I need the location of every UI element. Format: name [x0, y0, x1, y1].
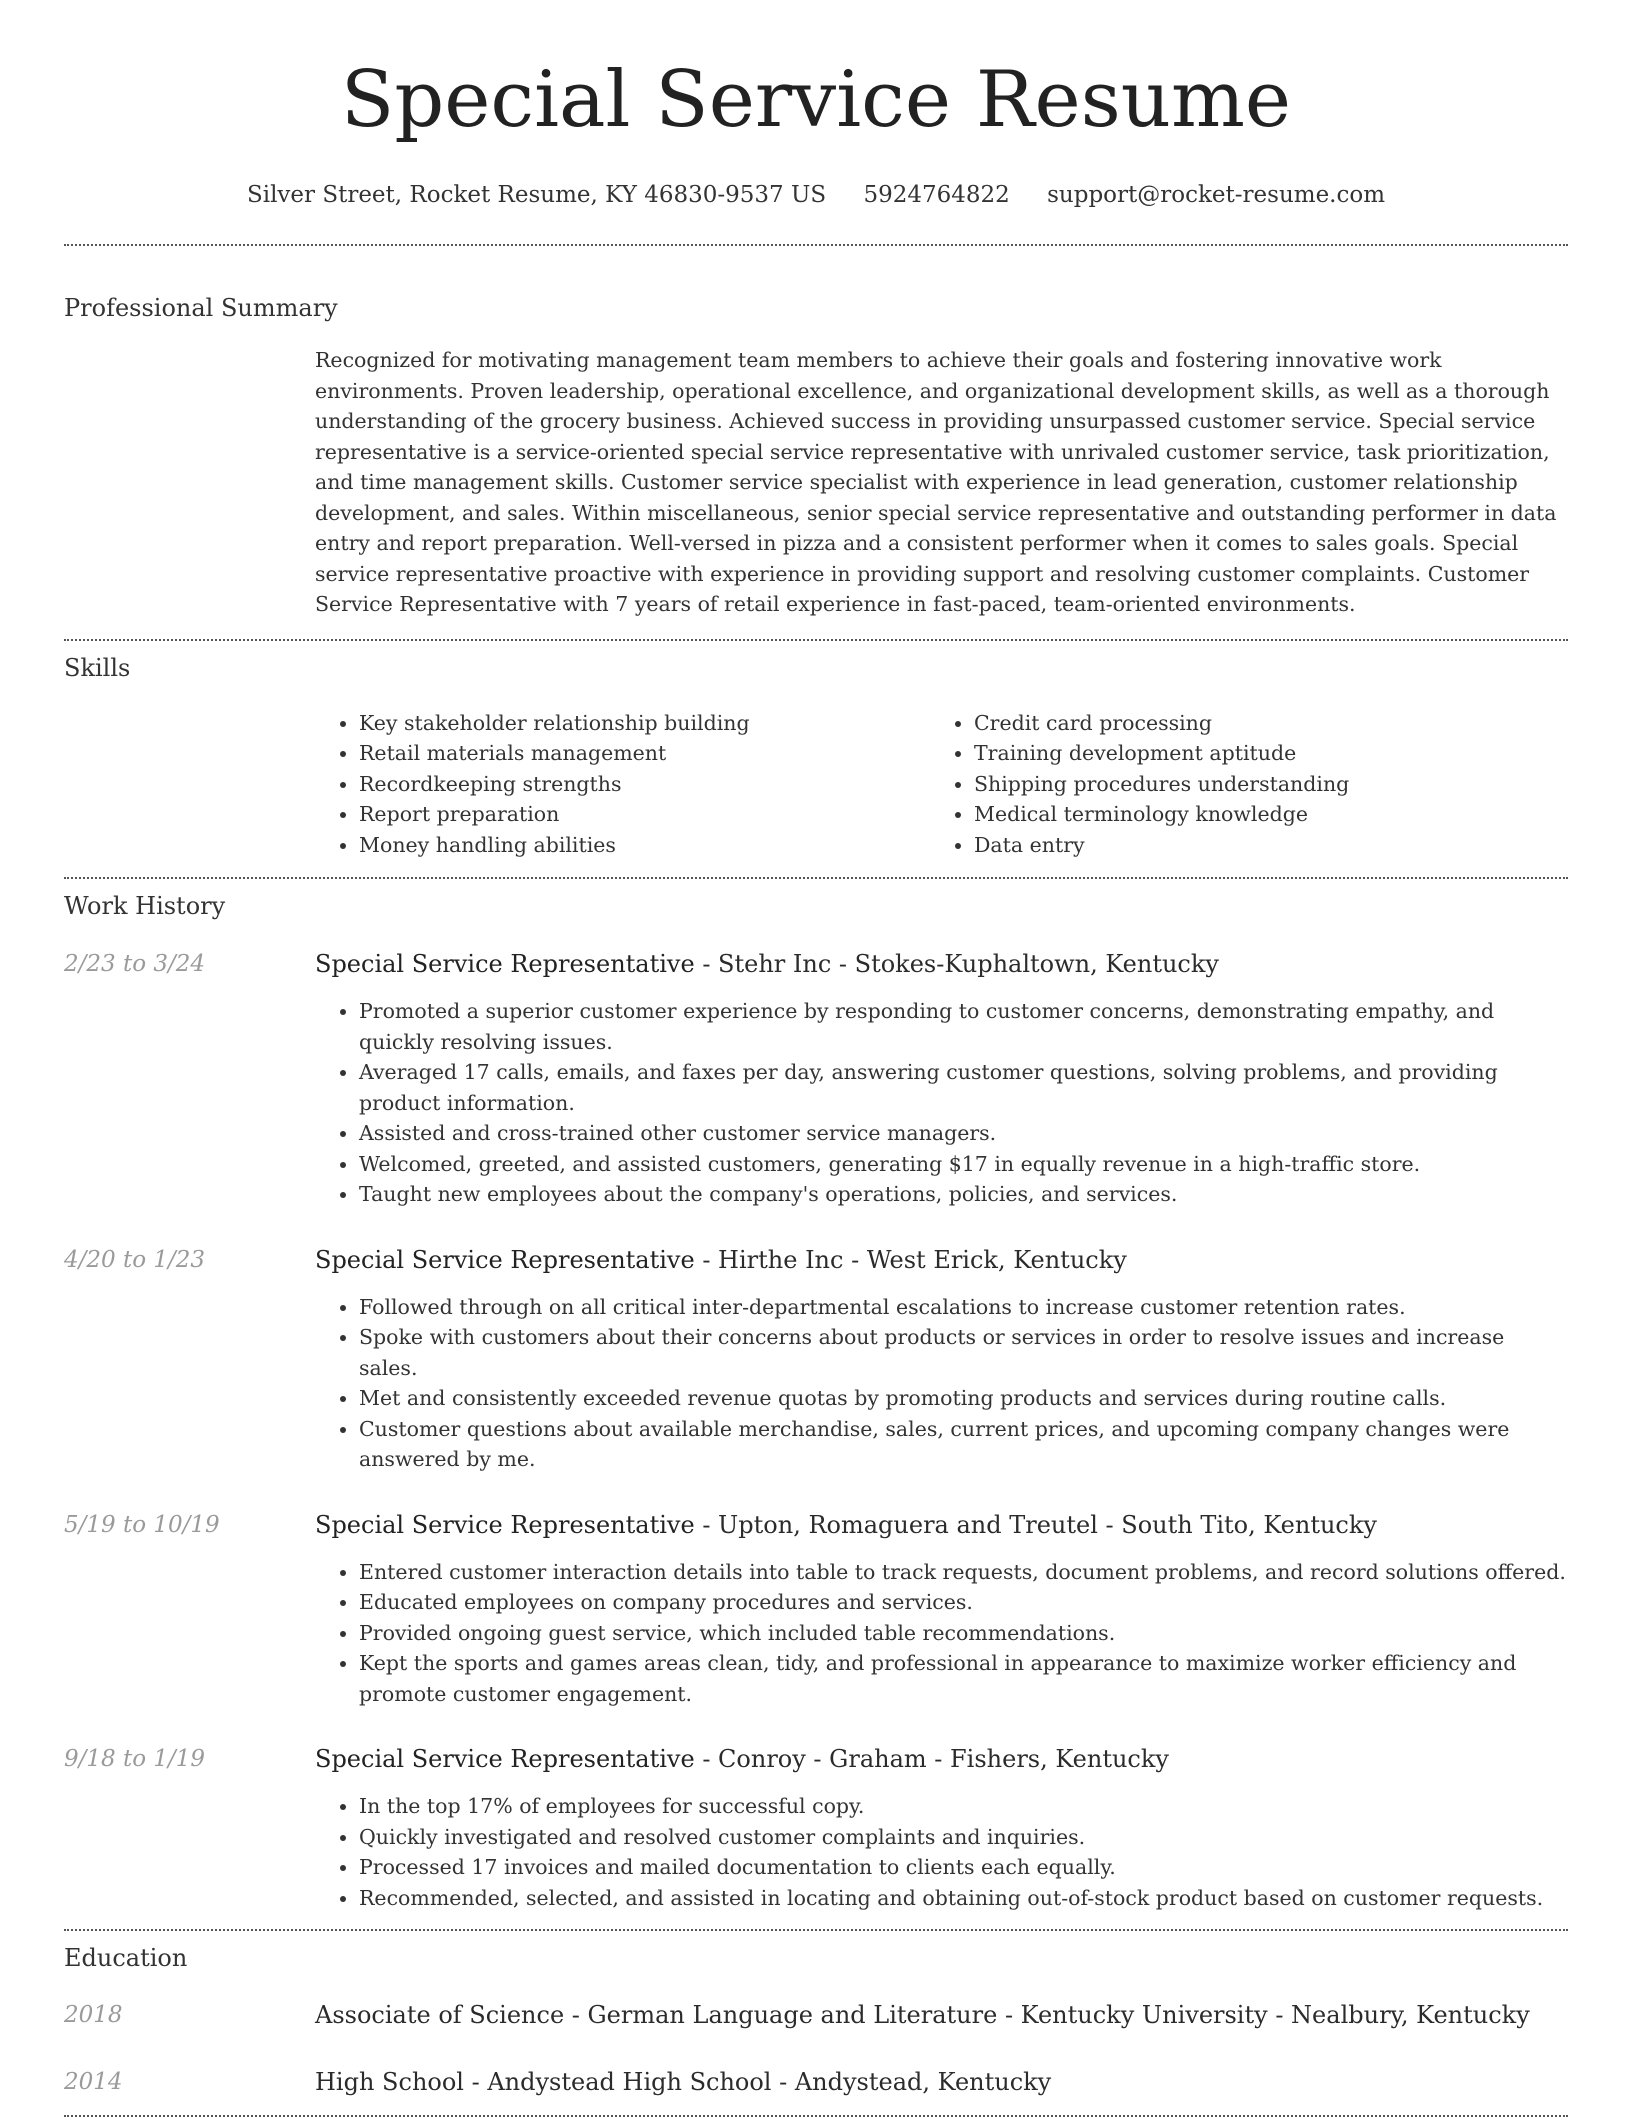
work-section [64, 879, 1568, 1913]
job-bullet: • Kept the sports and games areas clean, tidy, and professional in appearance to maximize worker efficiency and promote customer engagement. [359, 1648, 1568, 1709]
job-date: 5/19 to 10/19 [64, 1511, 220, 1538]
skill-item: • Recordkeeping strengths [359, 769, 930, 800]
skill-item: • Retail materials management [359, 738, 930, 769]
job-bullet: • Spoke with customers about their concerns about products or services in order to resolve issues and increase sales. [359, 1322, 1568, 1383]
job-bullets [315, 996, 1568, 1210]
job-bullets [315, 1557, 1568, 1710]
job-bullet: • Customer questions about available merchandise, sales, current prices, and upcoming company changes were answered by me. [359, 1414, 1568, 1475]
job-title [315, 1744, 1568, 1774]
job-bullet: • Welcomed, greeted, and assisted customers, generating $17 in equally revenue in a high-traffic store. [359, 1149, 1568, 1180]
job-bullet: • Promoted a superior customer experience by responding to customer concerns, demonstrating empathy, and quickly resolving issues. [359, 996, 1568, 1057]
job-entry [64, 949, 1568, 1210]
work-heading: Work History [64, 892, 226, 920]
job-bullet: • Provided ongoing guest service, which included table recommendations. [359, 1618, 1568, 1649]
job-role: Special Service Representative [315, 1245, 695, 1274]
education-heading: Education [64, 1944, 188, 1972]
job-bullet: • Recommended, selected, and assisted in locating and obtaining out-of-stock product based on customer requests. [359, 1883, 1568, 1914]
job-content [315, 996, 1568, 1210]
job-bullet: • Taught new employees about the company's operations, policies, and services. [359, 1179, 1568, 1210]
education-year: 2014 [64, 2069, 123, 2095]
skills-list-left [315, 708, 930, 861]
skills-heading: Skills [64, 653, 131, 682]
education-degree: Associate of Science - German Language and Literature [315, 2001, 998, 2029]
job-title [315, 949, 1568, 979]
skill-item: • Report preparation [359, 799, 930, 830]
skills-grid [315, 708, 1568, 861]
job-bullet: • Educated employees on company procedures and services. [359, 1587, 1568, 1618]
skill-item: • Credit card processing [974, 708, 1545, 739]
resume-page [64, 0, 1568, 2117]
skill-item: • Medical terminology knowledge [974, 799, 1545, 830]
job-entry [64, 1744, 1568, 1913]
resume-title: Special Service Resume [340, 55, 1292, 145]
job-bullet: • Followed through on all critical inter-departmental escalations to increase customer retention rates. [359, 1292, 1568, 1323]
skill-item: • Key stakeholder relationship building [359, 708, 930, 739]
skills-section [64, 641, 1568, 861]
summary-text: Recognized for motivating management team members to achieve their goals and fostering innovative work environments. Proven leadership, operational excellence, and organizational development skills, as well as a thorough understanding of the grocery business. Achieved success in providing unsurpassed customer service. Special service representative is a service-oriented special service representative with unrivaled customer service, task prioritization, and time management skills. Customer service specialist with experience in lead generation, customer relationship development, and sales. Within miscellaneous, senior special service representative and outstanding performer in data entry and report preparation. Well-versed in pizza and a consistent performer when it comes to sales goals. Special service representative proactive with experience in providing support and resolving customer complaints. Customer Service Representative with 7 years of retail experience in fast-paced, team-oriented environments. [315, 348, 1557, 616]
job-bullet: • Met and consistently exceeded revenue quotas by promoting products and services during routine calls. [359, 1383, 1568, 1414]
education-section [64, 1931, 1568, 2097]
education-year: 2018 [64, 2002, 123, 2028]
education-entry [64, 2000, 1568, 2030]
job-detail: - Stehr Inc - Stokes-Kuphaltown, Kentucky [694, 950, 1219, 978]
summary-heading: Professional Summary [64, 294, 338, 322]
job-bullet: • Entered customer interaction details into table to track requests, document problems, and record solutions offered. [359, 1557, 1568, 1588]
job-content [315, 1557, 1568, 1710]
job-entry [64, 1245, 1568, 1475]
job-title [315, 1510, 1568, 1540]
job-bullet: • Averaged 17 calls, emails, and faxes per day, answering customer questions, solving problems, and providing product information. [359, 1057, 1568, 1118]
education-detail: - Andystead High School - Andystead, Kentucky [463, 2068, 1052, 2096]
contact-line [64, 180, 1568, 210]
skill-item: • Data entry [974, 830, 1545, 861]
resume-header [64, 0, 1568, 210]
job-date: 2/23 to 3/24 [64, 951, 206, 977]
job-detail: - Conroy - Graham - Fishers, Kentucky [694, 1745, 1169, 1773]
job-content [315, 1292, 1568, 1475]
education-entry [64, 2067, 1568, 2097]
job-entry [64, 1510, 1568, 1710]
job-detail: - Hirthe Inc - West Erick, Kentucky [694, 1245, 1127, 1274]
contact-address: Silver Street, Rocket Resume, KY 46830-9537 US [246, 182, 827, 208]
job-content [315, 1791, 1568, 1913]
job-date: 9/18 to 1/19 [64, 1746, 206, 1772]
job-bullets [315, 1292, 1568, 1475]
job-role: Special Service Representative [315, 950, 695, 978]
job-bullet: • Quickly investigated and resolved customer complaints and inquiries. [359, 1822, 1568, 1853]
job-bullet: • Processed 17 invoices and mailed documentation to clients each equally. [359, 1852, 1568, 1883]
job-role: Special Service Representative [315, 1510, 695, 1539]
education-title [315, 2000, 1568, 2030]
contact-email: support@rocket-resume.com [1047, 182, 1386, 208]
job-title [315, 1245, 1568, 1275]
education-title [315, 2067, 1568, 2097]
job-bullet: • In the top 17% of employees for successful copy. [359, 1791, 1568, 1822]
job-role: Special Service Representative [315, 1745, 695, 1773]
skill-item: • Money handling abilities [359, 830, 930, 861]
job-bullets [315, 1791, 1568, 1913]
education-degree: High School [315, 2068, 464, 2096]
skill-item: • Training development aptitude [974, 738, 1545, 769]
job-bullet: • Assisted and cross-trained other customer service managers. [359, 1118, 1568, 1149]
skills-list-right [930, 708, 1545, 861]
skill-item: • Shipping procedures understanding [974, 769, 1545, 800]
education-detail: - Kentucky University - Nealbury, Kentucky [997, 2001, 1530, 2029]
summary-content [315, 345, 1568, 620]
contact-phone: 5924764822 [863, 182, 1010, 208]
job-detail: - Upton, Romaguera and Treutel - South Tito, Kentucky [694, 1510, 1377, 1539]
summary-section [64, 246, 1568, 620]
job-date: 4/20 to 1/23 [64, 1246, 206, 1273]
